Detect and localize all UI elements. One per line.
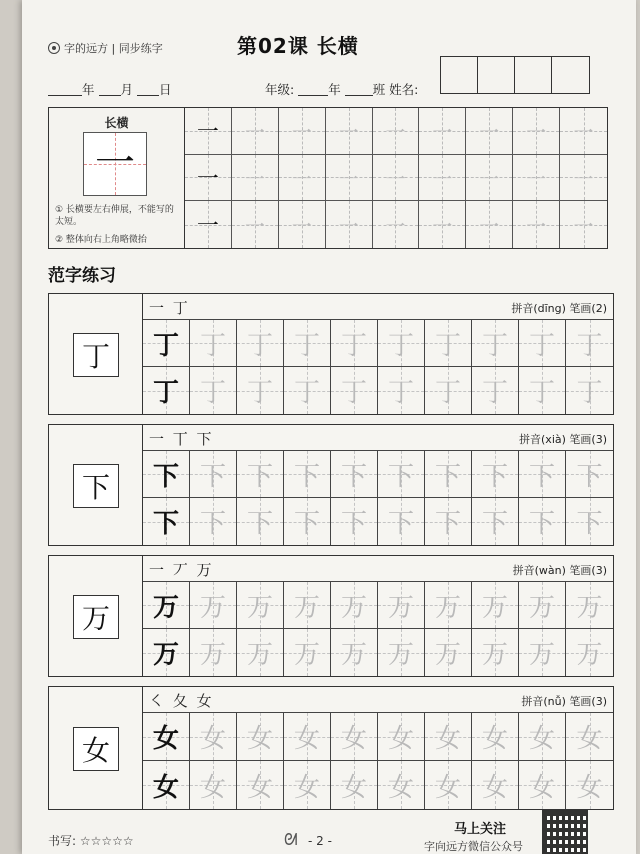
tracing-cell[interactable] (190, 320, 237, 367)
tracing-cell[interactable] (519, 713, 566, 761)
class-year-label: 年 (328, 82, 341, 97)
trace-char: 万 (528, 592, 555, 623)
tracing-cell[interactable] (284, 498, 331, 545)
intro-grid-cell[interactable] (419, 155, 466, 202)
trace-char: 万 (293, 592, 320, 623)
model-char-panel (49, 687, 143, 809)
lesson-title: 第02课 长横 (237, 34, 359, 58)
name-box[interactable] (478, 57, 515, 93)
class-blank[interactable] (345, 82, 373, 96)
stroke-practice-grid[interactable] (185, 108, 607, 248)
trace-char: 女 (293, 724, 320, 754)
day-label: 日 (159, 82, 172, 97)
tracing-cell[interactable] (331, 451, 378, 498)
trace-char: 女 (434, 772, 461, 803)
trace-char: 万 (246, 640, 273, 670)
tracing-cell[interactable] (190, 582, 237, 629)
model-char-panel (49, 294, 143, 414)
block-header (143, 556, 613, 582)
grade-blank[interactable] (298, 82, 328, 96)
intro-grid-cell[interactable] (466, 201, 513, 248)
practice-block (48, 555, 614, 677)
trace-char: 丁 (152, 378, 179, 408)
trace-char: 一 (573, 214, 594, 239)
trace-char: 下 (387, 461, 414, 492)
intro-grid-cell[interactable] (466, 155, 513, 202)
trace-char: 女 (528, 772, 555, 803)
worksheet-page (22, 0, 636, 854)
trace-char: 下 (576, 509, 603, 539)
trace-char: 一 (196, 214, 219, 240)
trace-char: 一 (338, 214, 359, 239)
trace-char: 一 (385, 214, 406, 239)
trace-char: 女 (340, 772, 367, 803)
tracing-cell[interactable] (472, 498, 519, 545)
day-blank[interactable] (137, 82, 159, 96)
trace-char: 一 (385, 166, 406, 191)
tracing-cell[interactable] (143, 451, 190, 498)
trace-char: 丁 (576, 378, 603, 408)
trace-char: 下 (246, 461, 273, 492)
trace-char: 一 (244, 120, 265, 145)
tracing-cell[interactable] (472, 761, 519, 809)
trace-char: 丁 (528, 330, 555, 361)
tracing-cell[interactable] (237, 713, 284, 761)
trace-char: 女 (293, 772, 320, 803)
stroke-order: ㇛ 夂 女 (149, 692, 214, 710)
intro-grid-cell[interactable] (279, 155, 326, 202)
trace-char: 万 (340, 592, 367, 623)
brand-text: 字的远方 | 同步练字 (64, 42, 163, 55)
tracing-cell[interactable] (425, 451, 472, 498)
trace-char: 丁 (576, 330, 603, 361)
trace-char: 下 (434, 509, 461, 539)
tracing-cell[interactable] (331, 761, 378, 809)
stroke-order: 一 丆 万 (149, 561, 214, 579)
tracing-cell[interactable] (425, 761, 472, 809)
intro-grid-cell[interactable] (232, 108, 279, 155)
trace-char: 一 (244, 166, 265, 191)
trace-char: 万 (481, 640, 508, 670)
tracing-cell[interactable] (143, 713, 190, 761)
trace-char: 一 (479, 214, 500, 239)
tracing-cell[interactable] (519, 582, 566, 629)
tracing-cell[interactable] (519, 320, 566, 367)
trace-char: 女 (246, 772, 273, 803)
tracing-cell[interactable] (519, 761, 566, 809)
trace-char: 一 (526, 214, 547, 239)
tracing-cell[interactable] (284, 629, 331, 676)
tracing-cell[interactable] (284, 451, 331, 498)
trace-char: 万 (528, 640, 555, 670)
trace-char: 女 (152, 772, 179, 803)
tracing-cell[interactable] (143, 761, 190, 809)
trace-char: 万 (434, 592, 461, 623)
trace-char: 一 (526, 166, 547, 191)
trace-char: 下 (199, 461, 226, 492)
char-meta (513, 562, 607, 578)
trace-char: 一 (196, 120, 219, 146)
block-header (143, 294, 613, 320)
tracing-cell[interactable] (331, 629, 378, 676)
trace-char: 万 (481, 592, 508, 623)
trace-char: 一 (432, 120, 453, 145)
char-meta (511, 300, 607, 316)
trace-char: 下 (152, 509, 179, 539)
intro-grid-cell[interactable] (373, 201, 420, 248)
trace-char: 丁 (434, 330, 461, 361)
trace-char: 下 (340, 461, 367, 492)
tracing-cell[interactable] (190, 629, 237, 676)
follow-text: 马上关注 (454, 822, 507, 837)
trace-char: 万 (152, 640, 179, 670)
intro-grid-cell[interactable] (513, 108, 560, 155)
intro-grid-cell[interactable] (560, 108, 607, 155)
trace-char: 丁 (481, 378, 508, 408)
tracing-cell[interactable] (237, 582, 284, 629)
tracing-cell[interactable] (378, 451, 425, 498)
tracing-cell[interactable] (237, 498, 284, 545)
trace-char: 下 (246, 509, 273, 539)
trace-char: 一 (573, 166, 594, 191)
tracing-cell[interactable] (519, 367, 566, 414)
tracing-cell[interactable] (472, 582, 519, 629)
stroke-name: 长横 (104, 116, 129, 130)
decorative-swirl-icon: ᘛ (284, 830, 298, 849)
intro-grid-cell[interactable] (279, 108, 326, 155)
tracing-cell[interactable] (425, 367, 472, 414)
stroke-count-label: 笔画(3) (569, 695, 607, 708)
intro-grid-cell[interactable] (373, 108, 420, 155)
trace-char: 丁 (152, 330, 179, 361)
trace-char: 女 (481, 772, 508, 803)
trace-char: 下 (387, 509, 414, 539)
intro-grid-cell[interactable] (560, 201, 607, 248)
trace-char: 一 (432, 166, 453, 191)
trace-char: 万 (576, 640, 603, 670)
trace-char: 万 (340, 640, 367, 670)
tracing-cell[interactable] (331, 498, 378, 545)
month-blank[interactable] (99, 82, 121, 96)
intro-grid-cell[interactable] (419, 201, 466, 248)
trace-char: 一 (432, 214, 453, 239)
tracing-cell[interactable] (284, 582, 331, 629)
trace-char: 一 (291, 214, 312, 239)
logo-icon (48, 42, 60, 54)
tracing-cell[interactable] (143, 498, 190, 545)
tracing-cell[interactable] (143, 582, 190, 629)
trace-char: 万 (434, 640, 461, 670)
tracing-cell[interactable] (143, 629, 190, 676)
trace-char: 丁 (340, 330, 367, 361)
tracing-cell[interactable] (566, 451, 613, 498)
trace-char: 女 (246, 724, 273, 754)
trace-char: 女 (576, 772, 603, 803)
tracing-cell[interactable] (425, 629, 472, 676)
trace-char: 女 (387, 724, 414, 754)
char-meta (521, 693, 607, 709)
grade-label: 年级: (265, 82, 295, 97)
stroke-tip-1: ① 长横要左右伸展，不能写的太短。 (55, 205, 174, 227)
model-char: 下 (73, 464, 119, 508)
trace-char: 丁 (246, 378, 273, 408)
intro-grid-cell[interactable] (419, 108, 466, 155)
trace-char: 一 (338, 166, 359, 191)
intro-grid-cell[interactable] (232, 201, 279, 248)
name-box[interactable] (552, 57, 589, 93)
intro-grid-cell[interactable] (326, 155, 373, 202)
tracing-cell[interactable] (472, 629, 519, 676)
trace-char: 下 (434, 461, 461, 492)
tracing-cell[interactable] (284, 761, 331, 809)
trace-char: 下 (199, 509, 226, 539)
trace-char: 女 (434, 724, 461, 754)
stroke-intro-panel (48, 107, 608, 249)
trace-char: 下 (576, 461, 603, 492)
tracing-cell[interactable] (378, 629, 425, 676)
trace-char: 丁 (387, 378, 414, 408)
intro-grid-cell[interactable] (185, 155, 232, 202)
trace-char: 一 (196, 166, 219, 192)
trace-char: 一 (573, 120, 594, 145)
stroke-explanation (49, 108, 185, 248)
tracing-cell[interactable] (331, 713, 378, 761)
tracing-cell[interactable] (284, 320, 331, 367)
year-blank[interactable] (48, 82, 82, 96)
trace-char: 一 (479, 120, 500, 145)
tracing-cell[interactable] (378, 498, 425, 545)
trace-char: 一 (291, 120, 312, 145)
date-line (48, 80, 172, 98)
brand-logo (48, 40, 163, 56)
trace-char: 下 (528, 509, 555, 539)
name-box[interactable] (441, 57, 478, 93)
trace-char: 下 (152, 461, 179, 492)
trace-char: 女 (387, 772, 414, 803)
trace-char: 万 (199, 640, 226, 670)
tracing-cell[interactable] (425, 582, 472, 629)
tracing-grid[interactable] (143, 713, 613, 809)
tracing-grid[interactable] (143, 320, 613, 414)
trace-char: 女 (152, 724, 179, 754)
intro-grid-cell[interactable] (185, 201, 232, 248)
stroke-count-label: 笔画(3) (569, 564, 607, 577)
trace-char: 丁 (340, 378, 367, 408)
pinyin-label: 拼音(nǚ) (521, 695, 566, 708)
tracing-cell[interactable] (190, 451, 237, 498)
trace-char: 女 (576, 724, 603, 754)
tracing-cell[interactable] (472, 713, 519, 761)
tracing-cell[interactable] (237, 761, 284, 809)
intro-grid-cell[interactable] (232, 155, 279, 202)
trace-char: 下 (340, 509, 367, 539)
qr-code-icon[interactable] (542, 810, 588, 854)
tracing-grid[interactable] (143, 582, 613, 676)
tracing-cell[interactable] (378, 367, 425, 414)
tracing-cell[interactable] (425, 320, 472, 367)
tracing-cell[interactable] (331, 320, 378, 367)
tracing-cell[interactable] (425, 498, 472, 545)
model-char: 万 (73, 595, 119, 639)
writing-rating: 书写: ☆☆☆☆☆ (48, 834, 134, 848)
trace-char: 一 (479, 166, 500, 191)
tracing-cell[interactable] (472, 367, 519, 414)
block-header (143, 687, 613, 713)
intro-grid-cell[interactable] (373, 155, 420, 202)
trace-char: 一 (244, 214, 265, 239)
model-char-panel (49, 556, 143, 676)
tracing-cell[interactable] (378, 761, 425, 809)
trace-char: 丁 (434, 378, 461, 408)
trace-char: 丁 (199, 378, 226, 408)
tracing-cell[interactable] (284, 367, 331, 414)
trace-char: 女 (481, 724, 508, 754)
tracing-cell[interactable] (566, 582, 613, 629)
tracing-cell[interactable] (237, 451, 284, 498)
tracing-cell[interactable] (519, 498, 566, 545)
year-label: 年 (82, 82, 95, 97)
tracing-cell[interactable] (472, 451, 519, 498)
stroke-demo-box (83, 132, 147, 196)
trace-char: 万 (576, 592, 603, 623)
tracing-cell[interactable] (566, 498, 613, 545)
trace-char: 万 (246, 592, 273, 623)
intro-grid-cell[interactable] (513, 155, 560, 202)
intro-grid-cell[interactable] (326, 108, 373, 155)
tracing-cell[interactable] (284, 713, 331, 761)
tracing-cell[interactable] (378, 320, 425, 367)
block-header (143, 425, 613, 451)
name-boxes[interactable] (440, 56, 590, 94)
trace-char: 丁 (293, 330, 320, 361)
model-char: 丁 (73, 333, 119, 377)
trace-char: 一 (385, 120, 406, 145)
stroke-order: 一 丁 (149, 299, 190, 317)
trace-char: 丁 (246, 330, 273, 361)
trace-char: 丁 (481, 330, 508, 361)
trace-char: 女 (528, 724, 555, 754)
tracing-cell[interactable] (566, 761, 613, 809)
trace-char: 一 (526, 120, 547, 145)
tracing-cell[interactable] (472, 320, 519, 367)
stroke-order: 一 丅 下 (149, 430, 214, 448)
tracing-cell[interactable] (190, 498, 237, 545)
pinyin-label: 拼音(xià) (519, 433, 566, 446)
tracing-cell[interactable] (566, 629, 613, 676)
trace-char: 下 (481, 509, 508, 539)
tracing-cell[interactable] (143, 367, 190, 414)
intro-grid-cell[interactable] (326, 201, 373, 248)
tracing-cell[interactable] (190, 761, 237, 809)
class-name-label: 班 姓名: (372, 82, 419, 97)
tracing-cell[interactable] (566, 713, 613, 761)
pinyin-label: 拼音(dīng) (511, 302, 566, 315)
page-number: - 2 - (308, 834, 332, 848)
tracing-cell[interactable] (331, 582, 378, 629)
trace-char: 丁 (199, 330, 226, 361)
name-box[interactable] (515, 57, 552, 93)
trace-char: 丁 (528, 378, 555, 408)
stroke-count-label: 笔画(3) (569, 433, 607, 446)
model-char: 女 (73, 727, 119, 771)
practice-block (48, 686, 614, 810)
trace-char: 下 (528, 461, 555, 492)
tracing-cell[interactable] (566, 320, 613, 367)
tracing-cell[interactable] (190, 713, 237, 761)
tracing-cell[interactable] (237, 367, 284, 414)
tracing-cell[interactable] (190, 367, 237, 414)
tracing-cell[interactable] (519, 629, 566, 676)
tracing-cell[interactable] (378, 582, 425, 629)
trace-char: 下 (481, 461, 508, 492)
pinyin-label: 拼音(wàn) (512, 564, 566, 577)
trace-char: 女 (199, 772, 226, 803)
tracing-cell[interactable] (143, 320, 190, 367)
stroke-demo-char: 一 (95, 140, 135, 186)
tracing-cell[interactable] (519, 451, 566, 498)
tracing-cell[interactable] (237, 320, 284, 367)
trace-char: 万 (387, 640, 414, 670)
char-meta (519, 431, 607, 447)
stroke-tip-2: ② 整体向右上角略微抬 (55, 235, 147, 245)
tracing-cell[interactable] (237, 629, 284, 676)
trace-char: 女 (199, 724, 226, 754)
intro-grid-cell[interactable] (513, 201, 560, 248)
trace-char: 丁 (293, 378, 320, 408)
intro-grid-cell[interactable] (560, 155, 607, 202)
trace-char: 丁 (387, 330, 414, 361)
trace-char: 万 (152, 592, 179, 623)
trace-char: 万 (293, 640, 320, 670)
tracing-cell[interactable] (566, 367, 613, 414)
tracing-grid[interactable] (143, 451, 613, 545)
tracing-cell[interactable] (425, 713, 472, 761)
tracing-cell[interactable] (378, 713, 425, 761)
trace-char: 女 (340, 724, 367, 754)
model-char-panel (49, 425, 143, 545)
class-line (265, 80, 418, 98)
trace-char: 下 (293, 461, 320, 492)
intro-grid-cell[interactable] (185, 108, 232, 155)
month-label: 月 (120, 82, 134, 97)
intro-grid-cell[interactable] (466, 108, 513, 155)
section-title: 范字练习 (48, 266, 116, 286)
trace-char: 万 (199, 592, 226, 623)
trace-char: 万 (387, 592, 414, 623)
intro-grid-cell[interactable] (279, 201, 326, 248)
practice-block (48, 293, 614, 415)
wechat-text: 字向远方微信公众号 (424, 840, 523, 853)
trace-char: 一 (338, 120, 359, 145)
stroke-count-label: 笔画(2) (569, 302, 607, 315)
practice-block (48, 424, 614, 546)
tracing-cell[interactable] (331, 367, 378, 414)
trace-char: 一 (291, 166, 312, 191)
trace-char: 下 (293, 509, 320, 539)
